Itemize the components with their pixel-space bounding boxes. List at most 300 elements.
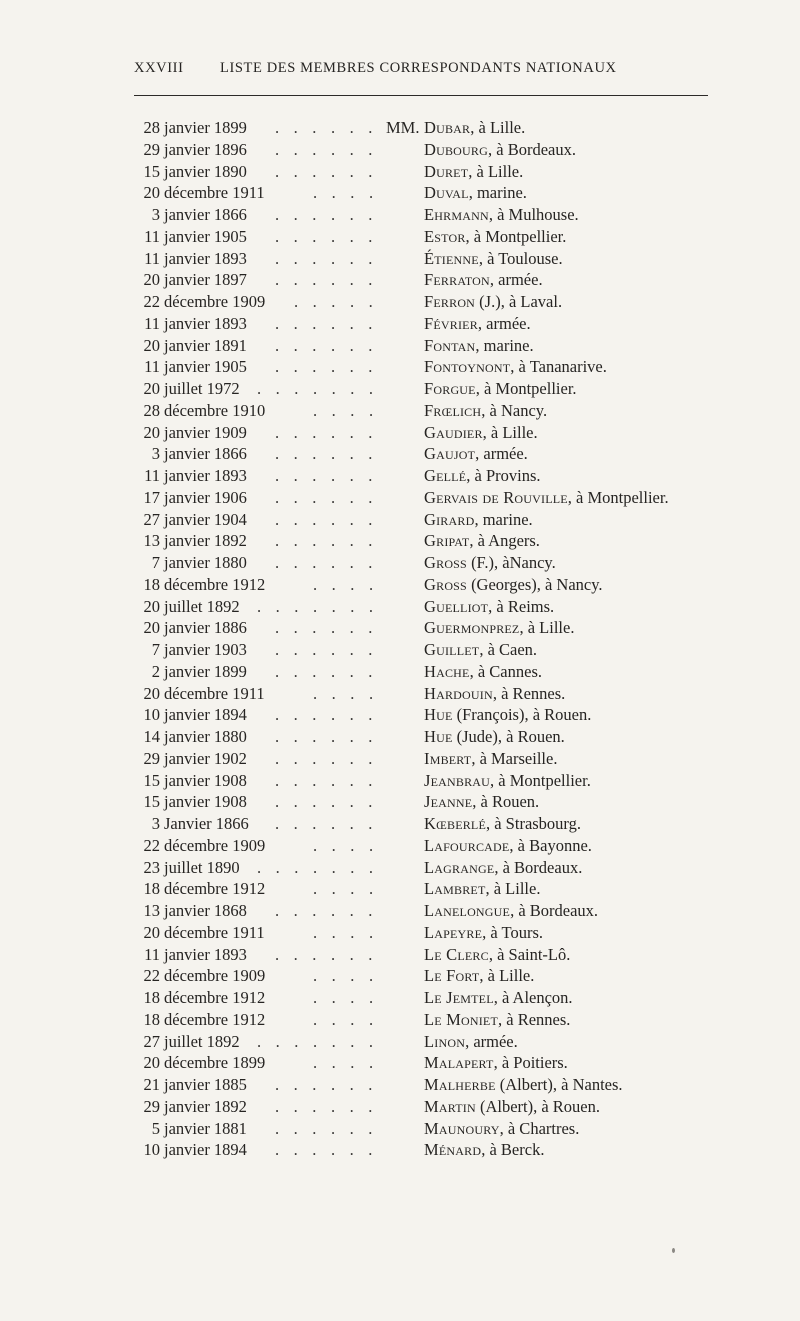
entry-place: , à Bordeaux. [510,901,599,920]
entry-date [122,424,247,441]
entry-month-year: janvier 1890 [164,161,247,181]
entry-day: 13 [143,901,160,920]
list-item [0,1076,800,1098]
entry-day: 11 [144,357,160,377]
entry-date [122,489,247,506]
entry-day: 22 [143,966,160,986]
entry-month-year: janvier 1897 [164,270,247,290]
entry-place: (Georges), à Nancy. [466,574,603,594]
entry-name [424,1011,570,1028]
entry-month-year: décembre 1912 [164,1009,266,1029]
entry-name [424,228,566,245]
list-item [0,554,800,576]
list-item [0,532,800,554]
entry-day: 28 [143,118,160,137]
entry-day: 11 [144,226,160,246]
entry-place: , à Reims. [488,596,555,616]
entry-day: 7 [151,640,160,659]
entry-date [122,728,247,745]
entry-name [424,402,547,419]
list-item [0,793,800,815]
list-item [0,337,800,359]
entry-date [122,706,247,723]
entry-month-year: janvier 1893 [164,466,247,485]
entry-name [424,554,556,571]
entry-name [424,532,540,549]
list-item [0,1011,800,1033]
leader-dots: . . . . [313,183,379,203]
entry-surname: Ehrmann [424,205,489,224]
list-item [0,772,800,794]
entry-date [122,184,265,201]
entry-date [122,815,249,832]
entry-surname: Gripat [424,531,470,551]
entry-day: 22 [143,835,160,855]
entry-date [122,119,247,136]
entry-date [122,685,265,702]
entry-date [122,358,247,375]
entry-surname: Hue [424,727,453,746]
entry-day: 3 [151,205,160,224]
entry-day: 11 [144,944,160,964]
entry-place: , à Montpellier. [475,379,577,398]
entry-name [424,489,669,506]
list-item [0,1120,800,1142]
entry-month-year: janvier 1902 [164,748,247,768]
entry-month-year: décembre 1899 [164,1053,266,1073]
entry-surname: Guillet [424,640,480,659]
entry-name [424,772,591,789]
entry-surname: Kœberlé [424,814,486,833]
list-item [0,837,800,859]
entry-date [122,598,240,615]
entry-month-year: décembre 1912 [164,879,266,899]
list-item [0,119,800,141]
entry-place: , à Tours. [482,922,544,942]
entry-month-year: janvier 1868 [164,901,247,920]
entry-month-year: décembre 1912 [164,988,266,1007]
entry-day: 11 [144,466,160,485]
entry-surname: Jeanbrau [424,770,491,790]
entry-surname: Jeanne [424,792,473,812]
list-item [0,184,800,206]
entry-month-year: janvier 1899 [164,118,247,137]
leader-dots: . . . . [313,988,379,1007]
entry-day: 15 [143,792,160,812]
entry-name [424,358,607,375]
entry-date [122,554,247,571]
entry-month-year: janvier 1908 [164,770,247,790]
entry-date [122,402,265,419]
entry-place: (Albert), à Rouen. [475,1096,600,1116]
entry-place: , à Lille. [479,966,535,986]
entry-date [122,967,265,984]
entry-date [122,859,240,876]
entry-surname: Le Moniet [424,1009,498,1029]
entry-surname: Forgue [424,379,476,398]
entry-date [122,1033,240,1050]
entry-day: 27 [143,1031,160,1051]
entry-place: (François), à Rouen. [452,705,592,725]
entry-date [122,337,247,354]
leader-dots: . . . . . . [275,226,378,246]
leader-dots: . . . . . . [275,661,378,681]
entry-date [122,837,265,854]
entry-day: 20 [143,335,160,355]
entry-month-year: Janvier 1866 [164,814,249,833]
entry-surname: Girard [424,509,475,529]
entry-place: , à Cannes. [469,661,542,681]
list-item [0,859,800,881]
entry-place: , à Bayonne. [509,835,592,855]
leader-dots: . . . . . . [275,161,378,181]
entry-day: 20 [143,379,160,398]
entry-place: , à Lille. [470,118,526,137]
list-item [0,1033,800,1055]
page-title: LISTE DES MEMBRES CORRESPONDANTS NATIONAUX [220,60,617,76]
entry-name [424,119,525,136]
entry-day: 15 [143,161,160,181]
entry-month-year: décembre 1911 [164,683,265,703]
leader-dots: . . . . . . [275,422,378,442]
entry-surname: Dubourg [424,139,488,159]
leader-dots: . . . . [313,400,379,420]
entry-surname: Gross [424,574,467,594]
list-item [0,728,800,750]
entry-surname: Malherbe [424,1075,496,1094]
entry-month-year: janvier 1908 [164,792,247,812]
list-item [0,511,800,533]
entry-place: , à Rennes. [492,683,566,703]
entry-place: (J.), à Laval. [475,292,563,311]
entry-name [424,271,543,288]
entry-name [424,641,537,658]
entry-name [424,902,598,919]
entry-surname: Guermonprez [424,618,520,638]
leader-dots: . . . . . . [275,357,378,377]
entry-date [122,989,265,1006]
entry-place: (Jude), à Rouen. [452,727,565,746]
leader-dots: . . . . . . [275,770,378,790]
leader-dots: . . . . . . [275,531,378,551]
entry-day: 27 [143,509,160,529]
list-item [0,685,800,707]
entry-month-year: janvier 1893 [164,313,247,333]
leader-dots: . . . . . . [275,792,378,812]
entry-surname: Le Clerc [424,944,489,964]
list-item [0,467,800,489]
entry-day: 17 [143,487,160,507]
leader-dots: . . . . . . [275,313,378,333]
list-item [0,1141,800,1163]
entry-name [424,728,565,745]
leader-dots: . . . . . [294,292,378,311]
entry-surname: Hue [424,705,453,725]
list-item [0,815,800,837]
entry-surname: Le Fort [424,966,480,986]
entry-month-year: juillet 1892 [164,596,240,616]
entry-name [424,315,531,332]
entry-name [424,445,528,462]
entry-date [122,641,247,658]
list-item [0,271,800,293]
entry-name [424,793,539,810]
entry-surname: Fontoynont [424,357,511,377]
entry-date [122,793,247,810]
leader-dots: . . . . . . [275,248,378,268]
page-number: XXVIII [134,60,184,76]
entry-place: , à Lille. [519,618,575,638]
entry-date [122,271,247,288]
entry-month-year: janvier 1894 [164,705,247,725]
entry-month-year: juillet 1890 [164,857,240,877]
entry-surname: Hache [424,661,470,681]
entry-month-year: janvier 1909 [164,422,247,442]
entry-place: , à Caen. [479,640,538,659]
entry-name [424,576,603,593]
entry-surname: Février [424,313,478,333]
leader-dots: . . . . . . [275,640,378,659]
leader-dots: . . . . [313,683,379,703]
entry-date [122,532,247,549]
leader-dots: . . . . [313,966,379,986]
entry-surname: Étienne [424,248,479,268]
entry-month-year: janvier 1880 [164,727,247,746]
list-item [0,967,800,989]
entry-name [424,619,574,636]
entry-month-year: juillet 1892 [164,1031,240,1051]
entry-place: , armée. [489,270,543,290]
list-item [0,902,800,924]
entry-place: , à Lille. [468,161,524,181]
entry-surname: Malapert [424,1053,494,1073]
entry-place: , à Montpellier. [567,487,669,507]
entry-surname: Le Jemtel [424,988,494,1007]
entry-place: , armée. [475,444,528,464]
entry-day: 20 [143,1053,160,1073]
entry-surname: Frœlich [424,400,482,420]
leader-dots: . . . . . . [275,1140,378,1160]
entry-day: 11 [144,248,160,268]
leader-dots: . . . . . . [275,901,378,920]
entry-place: , à Bordeaux. [494,857,583,877]
entry-date [122,924,265,941]
entry-month-year: décembre 1909 [164,966,266,986]
entry-name [424,1098,600,1115]
leader-dots: . . . . . . . [257,857,379,877]
entry-name [424,750,557,767]
list-item [0,750,800,772]
entry-day: 23 [143,857,160,877]
entry-place: , marine. [475,335,534,355]
entry-place: , armée. [465,1031,518,1051]
leader-dots: . . . . . . . [257,1031,379,1051]
list-item [0,576,800,598]
header-rule [134,95,708,96]
entry-date [122,250,247,267]
list-item [0,293,800,315]
entry-month-year: janvier 1896 [164,139,247,159]
leader-dots: . . . . . . [275,509,378,529]
entry-month-year: janvier 1893 [164,944,247,964]
entry-day: 13 [143,531,160,551]
entry-name [424,1120,579,1137]
entry-month-year: janvier 1886 [164,618,247,638]
entry-place: , à Angers. [469,531,540,551]
entry-date [122,1076,247,1093]
leader-dots: . . . . . . [275,727,378,746]
entry-surname: Duret [424,161,469,181]
entry-month-year: décembre 1909 [164,292,266,311]
leader-dots: . . . . . . [275,748,378,768]
entry-name [424,946,570,963]
entry-date [122,1011,265,1028]
entry-surname: Fontan [424,335,476,355]
entry-month-year: décembre 1911 [164,922,265,942]
entry-place: , à Strasbourg. [485,814,582,833]
entry-day: 18 [143,574,160,594]
list-item [0,619,800,641]
list-item [0,206,800,228]
list-item [0,1098,800,1120]
leader-dots: . . . . [313,922,379,942]
list-item [0,641,800,663]
entry-surname: Maunoury [424,1118,500,1138]
entry-name [424,293,562,310]
entry-day: 5 [151,1118,160,1138]
leader-dots: . . . . . . [275,705,378,725]
entry-name [424,184,527,201]
entry-date [122,467,247,484]
list-item [0,141,800,163]
leader-dots: . . . . . . [275,205,378,224]
entry-place: , à Montpellier. [490,770,591,790]
entry-day: 22 [143,292,160,311]
entry-place: , à Alençon. [493,988,573,1007]
entry-month-year: décembre 1912 [164,574,266,594]
entry-name [424,163,523,180]
list-item [0,380,800,402]
member-list [0,119,800,1163]
entry-surname: Estor [424,226,466,246]
entry-place: , à Rennes. [498,1009,571,1029]
entry-surname: Hardouin [424,683,493,703]
entry-day: 29 [143,139,160,159]
entry-place: , à Lille. [482,422,538,442]
entry-name [424,467,541,484]
list-item [0,424,800,446]
leader-dots: . . . . . . [275,618,378,638]
entry-place: , à Rouen. [472,792,540,812]
leader-dots: . . . . . . [275,139,378,159]
entry-day: 29 [143,748,160,768]
entry-name [424,989,573,1006]
leader-dots: . . . . . . [275,335,378,355]
list-item [0,228,800,250]
entry-month-year: janvier 1880 [164,553,247,572]
entry-month-year: janvier 1885 [164,1075,247,1094]
entry-date [122,1120,247,1137]
entry-date [122,293,265,310]
list-item [0,663,800,685]
entry-month-year: décembre 1909 [164,835,266,855]
entry-name [424,1076,623,1093]
leader-dots: . . . . . . [275,1075,378,1094]
entry-name [424,511,533,528]
entry-place: , à Montpellier. [465,226,567,246]
entry-month-year: janvier 1892 [164,531,247,551]
entry-date [122,772,247,789]
entry-place: , à Mulhouse. [488,205,579,224]
list-item [0,1054,800,1076]
list-item [0,598,800,620]
entry-name [424,1054,568,1071]
entry-day: 20 [143,922,160,942]
entry-name [424,337,534,354]
entry-surname: Imbert [424,748,472,768]
entry-surname: Dubar [424,118,471,137]
entry-place: , à Toulouse. [478,248,563,268]
entry-name [424,1141,544,1158]
entry-month-year: décembre 1910 [164,400,266,420]
entry-name [424,663,542,680]
entry-month-year: janvier 1905 [164,357,247,377]
entry-date [122,1141,247,1158]
entry-day: 20 [143,596,160,616]
entry-date [122,163,247,180]
entry-place: , marine. [474,509,533,529]
entry-surname: Gaujot [424,444,476,464]
entry-date [122,228,247,245]
entry-place: , marine. [468,183,527,203]
entry-surname: Lambret [424,879,486,899]
leader-dots: . . . . . . [275,118,378,137]
list-item [0,250,800,272]
entry-place: , à Provins. [466,466,541,485]
entry-surname: Lapeyre [424,922,483,942]
entry-month-year: janvier 1899 [164,661,247,681]
entry-date [122,880,265,897]
entry-day: 29 [143,1096,160,1116]
entry-day: 20 [143,270,160,290]
entry-day: 20 [143,422,160,442]
entry-place: , à Tananarive. [510,357,607,377]
entry-place: , armée. [477,313,531,333]
entry-name [424,815,581,832]
entry-month-year: janvier 1866 [164,205,247,224]
entry-month-year: janvier 1903 [164,640,247,659]
leader-dots: . . . . [313,1053,379,1073]
entry-day: 20 [143,683,160,703]
entry-date [122,750,247,767]
entry-date [122,511,247,528]
entry-day: 3 [151,444,160,464]
leader-dots: . . . . . . [275,944,378,964]
entry-surname: Ferron [424,292,476,311]
entry-name [424,880,540,897]
entry-day: 3 [151,814,160,833]
leader-dots: . . . . [313,835,379,855]
entry-date [122,663,247,680]
list-item [0,489,800,511]
entry-date [122,576,265,593]
entry-date [122,315,247,332]
entry-month-year: janvier 1892 [164,1096,247,1116]
entry-surname: Guelliot [424,596,489,616]
entry-surname: Duval [424,183,469,203]
leader-dots: . . . . . . . [257,596,379,616]
entry-date [122,902,247,919]
